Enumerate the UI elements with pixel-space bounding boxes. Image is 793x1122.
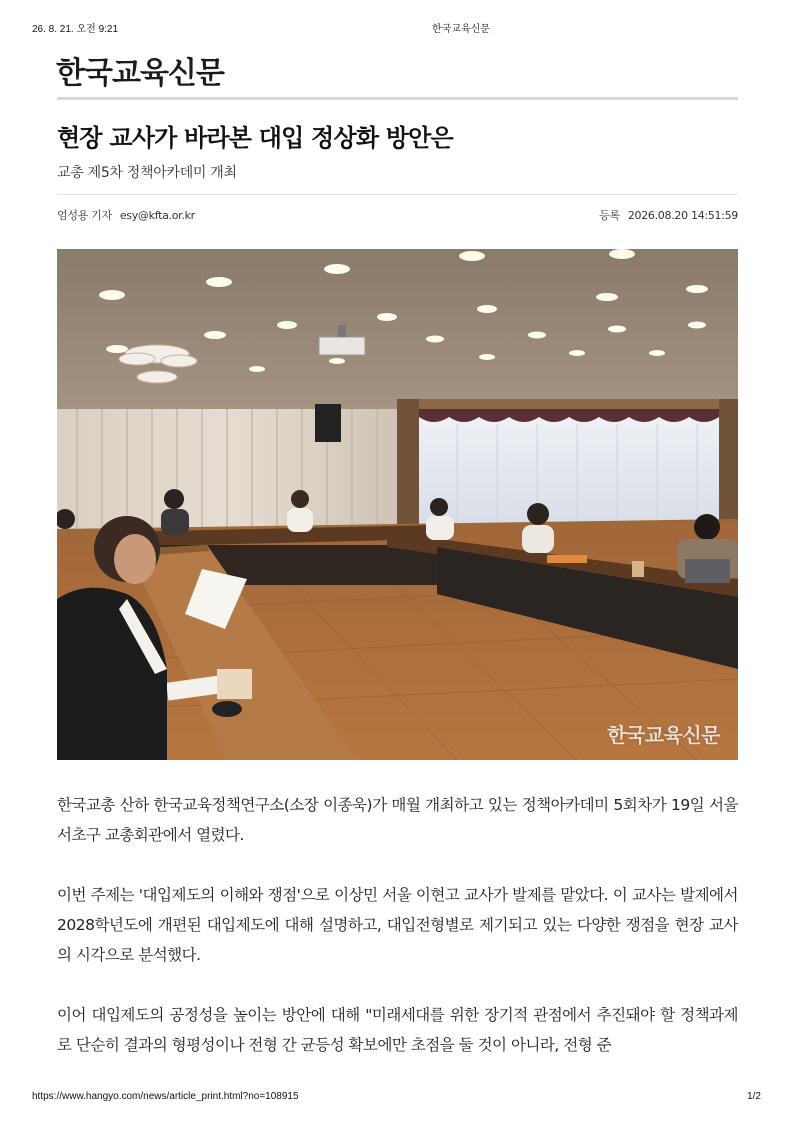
article-paragraph: 한국교총 산하 한국교육정책연구소(소장 이종욱)가 매월 개최하고 있는 정책아카데미 5회차가 19일 서울 서초구 교총회관에서 열렸다. <box>57 796 738 844</box>
registered-timestamp: 2026.08.20 14:51:59 <box>627 209 738 222</box>
registered-label: 등록 <box>599 209 620 222</box>
article-subheadline: 교총 제5차 정책아카데미 개최 <box>57 165 237 181</box>
print-footer <box>32 1091 761 1105</box>
headline-divider <box>57 194 738 195</box>
masthead-divider <box>57 97 738 100</box>
article-body <box>57 790 738 1060</box>
author-email[interactable]: esy@kfta.or.kr <box>119 209 195 222</box>
article-paragraph: 이어 대입제도의 공정성을 높이는 방안에 대해 "미래세대를 위한 장기적 관점에서 추진돼야 할 정책과제로 단순히 결과의 형평성이나 전형 간 균등성 확보에만 초점을 둘 것이 아니라, 전형 준 <box>57 1006 738 1054</box>
registered-date <box>599 207 738 223</box>
article-headline: 현장 교사가 바라본 대입 정상화 방안은 <box>57 124 453 152</box>
byline <box>57 207 195 223</box>
photo-watermark: 한국교육신문 <box>607 723 720 747</box>
author-name: 엄성용 기자 <box>57 209 112 222</box>
meeting-room-illustration <box>57 249 738 760</box>
print-header <box>32 20 761 36</box>
article-photo <box>57 249 738 760</box>
print-page-title: 한국교육신문 <box>432 24 490 35</box>
print-url[interactable]: https://www.hangyo.com/news/article_print.html?no=108915 <box>32 1091 299 1102</box>
article-paragraph: 이번 주제는 '대입제도의 이해와 쟁점'으로 이상민 서울 이현고 교사가 발제를 맡았다. 이 교사는 발제에서 2028학년도에 개편된 대입제도에 대해 설명하고, 대입전형별로 제기되고 있는 다양한 쟁점을 현장 교사의 시각으로 분석했다. <box>57 886 738 964</box>
newspaper-logo[interactable]: 한국교육신문 <box>56 56 224 91</box>
print-datetime: 26. 8. 21. 오전 9:21 <box>32 24 119 35</box>
print-page-number: 1/2 <box>747 1091 761 1102</box>
